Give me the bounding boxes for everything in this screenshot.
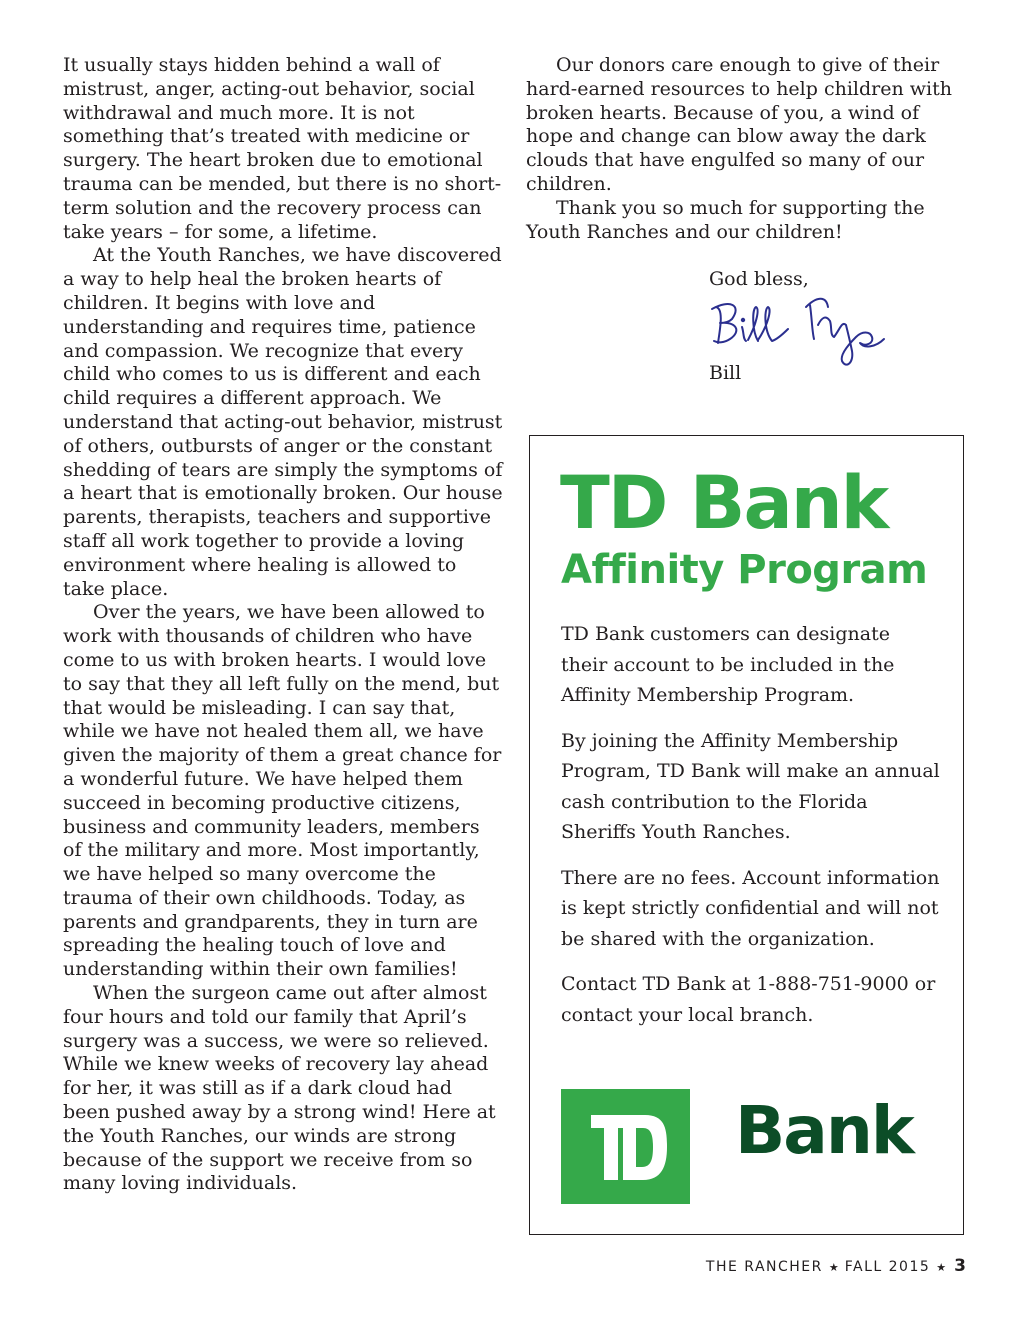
- bank-wordmark: Bank: [735, 1092, 913, 1169]
- body-paragraph: Thank you so much for supporting the Youth Ranches and our children!: [526, 196, 925, 243]
- td-logo-icon: [561, 1089, 690, 1204]
- td-bank-ad: [529, 435, 964, 1235]
- ad-paragraph: By joining the Affinity Membership Program, TD Bank will make an annual cash contribution to the Florida Sheriffs Youth Ranches.: [561, 729, 940, 843]
- body-paragraph: At the Youth Ranches, we have discovered a way to help heal the broken hearts of children. It begins with love and understanding and requires time, patience and compassion. We recognize that every child who comes to us is different and each child requires a different approach. We understand that acting-out behavior, mistrust of others, outbursts of anger or the constant shedding of tears are simply the symptoms of a heart that is emotionally broken. Our house parents, therapists, teachers and supportive staff all work together to provide a loving environment where healing is allowed to take place.: [63, 244, 503, 600]
- signer-name: Bill: [709, 362, 742, 384]
- ad-title: TD Bank: [560, 461, 888, 546]
- ad-subtitle: Affinity Program: [561, 547, 928, 593]
- body-paragraph: Over the years, we have been allowed to work with thousands of children who have come to us with broken hearts. I would love to say that they all left fully on the mend, but that would be misleading. I can say that, while we have not healed them all, we have given the majority of them a great chance for a wonderful future. We have helped them succeed in becoming productive citizens, business and community leaders, members of the military and more. Most importantly, we have helped so many overcome the trauma of their own childhoods. Today, as parents and grandparents, they in turn are spreading the healing touch of love and understanding within their own families!: [63, 601, 502, 981]
- publication-name: THE RANCHER: [705, 1259, 823, 1275]
- star-icon: ★: [828, 1261, 839, 1274]
- closing-line: God bless,: [709, 268, 809, 290]
- body-paragraph: When the surgeon came out after almost four hours and told our family that April’s surgery was a success, we were so relieved. While we knew weeks of recovery lay ahead for her, it was still as if a dark cloud had been pushed away by a strong wind! Here at the Youth Ranches, our winds are strong because of the support we receive from so many loving individuals.: [63, 982, 496, 1195]
- body-paragraph: It usually stays hidden behind a wall of mistrust, anger, acting-out behavior, social withdrawal and much more. It is not something that’s treated with medicine or surgery. The heart broken due to emotional trauma can be mended, but there is no short-term solution and the recovery process can take years – for some, a lifetime.: [63, 54, 502, 243]
- ad-paragraph: Contact TD Bank at 1-888-751-9000 or contact your local branch.: [561, 973, 936, 1026]
- left-column: [63, 54, 503, 1196]
- page-footer: [706, 1256, 966, 1276]
- ad-body: [561, 619, 941, 1045]
- right-column: [526, 54, 971, 244]
- ad-paragraph: There are no fees. Account information is kept strictly confidential and will not be shared with the organization.: [561, 866, 940, 950]
- issue-label: FALL 2015: [844, 1259, 931, 1275]
- ad-paragraph: TD Bank customers can designate their account to be included in the Affinity Membership Program.: [561, 623, 895, 706]
- body-paragraph: Our donors care enough to give of their hard-earned resources to help children with broken hearts. Because of you, a wind of hope and change can blow away the dark clouds that have engulfed so many of our children.: [526, 54, 952, 195]
- page-number: 3: [954, 1256, 966, 1276]
- star-icon: ★: [936, 1261, 947, 1274]
